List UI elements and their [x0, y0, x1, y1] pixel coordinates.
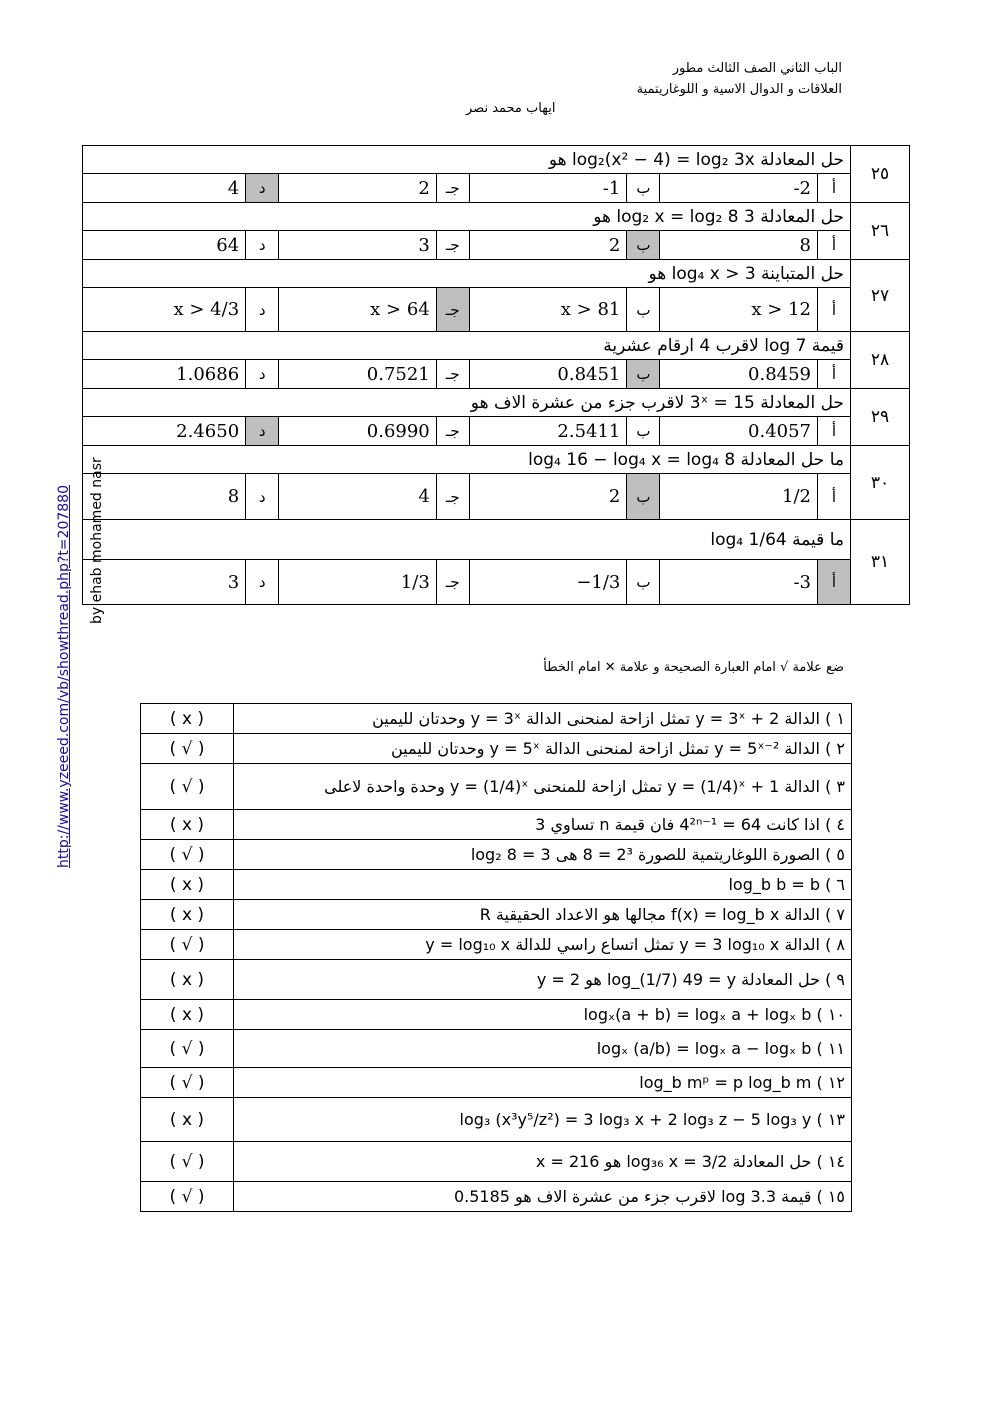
mcq-options-row [83, 288, 910, 332]
mcq-option-letter: أ [818, 417, 851, 446]
mcq-option-letter: جـ [436, 231, 469, 260]
mcq-option-value[interactable]: 2 [469, 231, 627, 260]
mcq-question-row [83, 146, 910, 174]
mcq-option-letter: ب [627, 474, 660, 520]
header-line-1: الباب الثاني الصف الثالث مطور [672, 61, 842, 76]
mcq-question-number: ٢٩ [851, 389, 910, 446]
mcq-option-value[interactable]: 0.4057 [660, 417, 818, 446]
mcq-option-value[interactable]: -2 [660, 174, 818, 203]
mcq-question-text: حل المعادلة 3 log₂ x = log₂ 8 هو [83, 203, 851, 231]
mcq-question-number: ٢٥ [851, 146, 910, 203]
tf-answer-mark: ( x ) [141, 1098, 234, 1142]
mcq-option-letter: جـ [436, 474, 469, 520]
tf-statement: ٨ ) الدالة y = 3 log₁₀ x تمثل اتساع راسي للدالة y = log₁₀ x [234, 930, 852, 960]
tf-row [141, 900, 852, 930]
mcq-question-number: ٣١ [851, 520, 910, 605]
tf-answer-mark: ( x ) [141, 1000, 234, 1030]
mcq-option-letter: جـ [436, 560, 469, 605]
mcq-option-letter: أ [818, 231, 851, 260]
mcq-option-value[interactable]: x > 64 [279, 288, 437, 332]
tf-answer-mark: ( x ) [141, 704, 234, 734]
mcq-option-value[interactable]: x > 12 [660, 288, 818, 332]
mcq-option-letter: ب [627, 360, 660, 389]
mcq-option-value[interactable]: 2 [469, 474, 627, 520]
mcq-options-row [83, 360, 910, 389]
tf-answer-mark: ( √ ) [141, 1030, 234, 1068]
mcq-option-value[interactable]: 4 [83, 174, 246, 203]
mcq-option-value[interactable]: 3 [83, 560, 246, 605]
side-byline-text: by ehab mohamed nasr [89, 457, 105, 624]
tf-row [141, 960, 852, 1000]
mcq-option-letter: د [246, 231, 279, 260]
mcq-options-row [83, 174, 910, 203]
tf-row [141, 704, 852, 734]
mcq-question-row [83, 332, 910, 360]
tf-statement: ٣ ) الدالة y = (1/4)ˣ + 1 تمثل ازاحة للمنحنى y = (1/4)ˣ وحدة واحدة لاعلى [234, 764, 852, 810]
mcq-option-value[interactable]: 8 [660, 231, 818, 260]
tf-answer-mark: ( x ) [141, 960, 234, 1000]
tf-answer-mark: ( x ) [141, 900, 234, 930]
mcq-question-row [83, 520, 910, 560]
mcq-question-number: ٢٨ [851, 332, 910, 389]
mcq-option-letter: ب [627, 231, 660, 260]
mcq-option-value[interactable]: -3 [660, 560, 818, 605]
tf-row [141, 1142, 852, 1182]
mcq-option-value[interactable]: 0.8459 [660, 360, 818, 389]
tf-answer-mark: ( √ ) [141, 1182, 234, 1212]
mcq-question-text: حل المعادلة 15 = 3ˣ لاقرب جزء من عشرة الاف هو [83, 389, 851, 417]
tf-statement: ١١ ) logₓ (a/b) = logₓ a − logₓ b [234, 1030, 852, 1068]
mcq-option-value[interactable]: -1 [469, 174, 627, 203]
tf-statement: ٧ ) الدالة f(x) = log_b x مجالها هو الاعداد الحقيقية R [234, 900, 852, 930]
side-url-text[interactable]: http://www.yzeeed.com/vb/showthread.php?t=207880 [56, 485, 72, 868]
tf-row [141, 764, 852, 810]
mcq-option-letter: أ [818, 474, 851, 520]
mcq-option-value[interactable]: x > 81 [469, 288, 627, 332]
mcq-option-value[interactable]: 3 [279, 231, 437, 260]
tf-answer-mark: ( √ ) [141, 734, 234, 764]
mcq-option-letter: ب [627, 417, 660, 446]
tf-answer-mark: ( x ) [141, 810, 234, 840]
mcq-question-row [83, 203, 910, 231]
mcq-option-letter: جـ [436, 417, 469, 446]
side-url-link[interactable] [56, 450, 76, 870]
tf-answer-mark: ( x ) [141, 870, 234, 900]
tf-statement: ٤ ) اذا كانت 4²ⁿ⁻¹ = 64 فان قيمة n تساوي 3 [234, 810, 852, 840]
mcq-option-value[interactable]: 0.6990 [279, 417, 437, 446]
tf-answer-mark: ( √ ) [141, 764, 234, 810]
mcq-option-letter: أ [818, 288, 851, 332]
mcq-option-letter: جـ [436, 360, 469, 389]
mcq-question-text: ما قيمة log₄ 1/64 [83, 520, 851, 560]
mcq-option-value[interactable]: 2 [279, 174, 437, 203]
mcq-question-number: ٢٦ [851, 203, 910, 260]
tf-statement: ١٤ ) حل المعادلة log₃₆ x = 3/2 هو x = 216 [234, 1142, 852, 1182]
mcq-option-value[interactable]: 1/3 [279, 560, 437, 605]
mcq-option-value[interactable]: 0.7521 [279, 360, 437, 389]
mcq-option-value[interactable]: 1.0686 [83, 360, 246, 389]
tf-statement: ١ ) الدالة y = 3ˣ + 2 تمثل ازاحة لمنحنى الدالة y = 3ˣ وحدتان لليمين [234, 704, 852, 734]
mcq-question-row [83, 260, 910, 288]
mcq-option-letter: د [246, 174, 279, 203]
mcq-option-letter: ب [627, 174, 660, 203]
mcq-option-letter: د [246, 417, 279, 446]
mcq-option-value[interactable]: 4 [279, 474, 437, 520]
tf-answer-mark: ( √ ) [141, 1068, 234, 1098]
tf-row [141, 930, 852, 960]
mcq-option-letter: د [246, 474, 279, 520]
tf-answer-mark: ( √ ) [141, 1142, 234, 1182]
tf-statement: ١٥ ) قيمة log 3.3 لاقرب جزء من عشرة الاف هو 0.5185 [234, 1182, 852, 1212]
mcq-options-row [83, 560, 910, 605]
tf-statement: ٩ ) حل المعادلة log_(1/7) 49 = y هو y = 2 [234, 960, 852, 1000]
tf-row [141, 810, 852, 840]
mcq-option-letter: جـ [436, 288, 469, 332]
mcq-option-value[interactable]: 0.8451 [469, 360, 627, 389]
mcq-question-row [83, 446, 910, 474]
mcq-option-letter: أ [818, 360, 851, 389]
mcq-option-value[interactable]: 2.4650 [83, 417, 246, 446]
mcq-question-number: ٣٠ [851, 446, 910, 520]
mcq-option-value[interactable]: 64 [83, 231, 246, 260]
tf-row [141, 1182, 852, 1212]
mcq-option-letter: د [246, 288, 279, 332]
tf-row [141, 734, 852, 764]
tf-statement: ٥ ) الصورة اللوغاريتمية للصورة 2³ = 8 هى log₂ 8 = 3 [234, 840, 852, 870]
tf-statement: ٦ ) log_b b = b [234, 870, 852, 900]
tf-row [141, 1030, 852, 1068]
mcq-option-letter: جـ [436, 174, 469, 203]
true-false-table [140, 703, 852, 1212]
mcq-question-text: حل المعادلة log₂(x² − 4) = log₂ 3x هو [83, 146, 851, 174]
mcq-option-letter: أ [818, 174, 851, 203]
tf-row [141, 1000, 852, 1030]
mcq-option-value[interactable]: x > 4/3 [83, 288, 246, 332]
mcq-question-row [83, 389, 910, 417]
mcq-options-row [83, 474, 910, 520]
tf-answer-mark: ( √ ) [141, 930, 234, 960]
tf-statement: ١٣ ) log₃ (x³y⁵/z²) = 3 log₃ x + 2 log₃ z − 5 log₃ y [234, 1098, 852, 1142]
header-line-2: العلاقات و الدوال الاسية و اللوغاريتمية [636, 82, 842, 97]
tf-row [141, 870, 852, 900]
mcq-option-letter: ب [627, 288, 660, 332]
tf-statement: ١٠ ) logₓ(a + b) = logₓ a + logₓ b [234, 1000, 852, 1030]
mcq-option-letter: ب [627, 560, 660, 605]
mcq-question-number: ٢٧ [851, 260, 910, 332]
tf-row [141, 1068, 852, 1098]
mcq-question-text: قيمة log 7 لاقرب 4 ارقام عشرية [83, 332, 851, 360]
mcq-question-text: حل المتباينة log₄ x > 3 هو [83, 260, 851, 288]
mcq-option-letter: د [246, 560, 279, 605]
mcq-options-row [83, 231, 910, 260]
tf-statement: ٢ ) الدالة y = 5ˣ⁻² تمثل ازاحة لمنحنى الدالة y = 5ˣ وحدتان لليمين [234, 734, 852, 764]
mcq-option-letter: أ [818, 560, 851, 605]
mcq-question-text: ما حل المعادلة log₄ 16 − log₄ x = log₄ 8 [83, 446, 851, 474]
mcq-option-letter: د [246, 360, 279, 389]
mcq-table [82, 145, 910, 605]
instruction-text: ضع علامة √ امام العبارة الصحيحة و علامة ✕ امام الخطأ [543, 660, 844, 675]
mcq-option-value[interactable]: 8 [83, 474, 246, 520]
mcq-options-row [83, 417, 910, 446]
mcq-option-value[interactable]: 2.5411 [469, 417, 627, 446]
tf-answer-mark: ( √ ) [141, 840, 234, 870]
mcq-option-value[interactable]: 1/2 [660, 474, 818, 520]
mcq-option-value[interactable]: −1/3 [469, 560, 627, 605]
tf-row [141, 1098, 852, 1142]
tf-row [141, 840, 852, 870]
tf-statement: ١٢ ) log_b mᵖ = p log_b m [234, 1068, 852, 1098]
author-name: ايهاب محمد نصر [466, 101, 556, 116]
